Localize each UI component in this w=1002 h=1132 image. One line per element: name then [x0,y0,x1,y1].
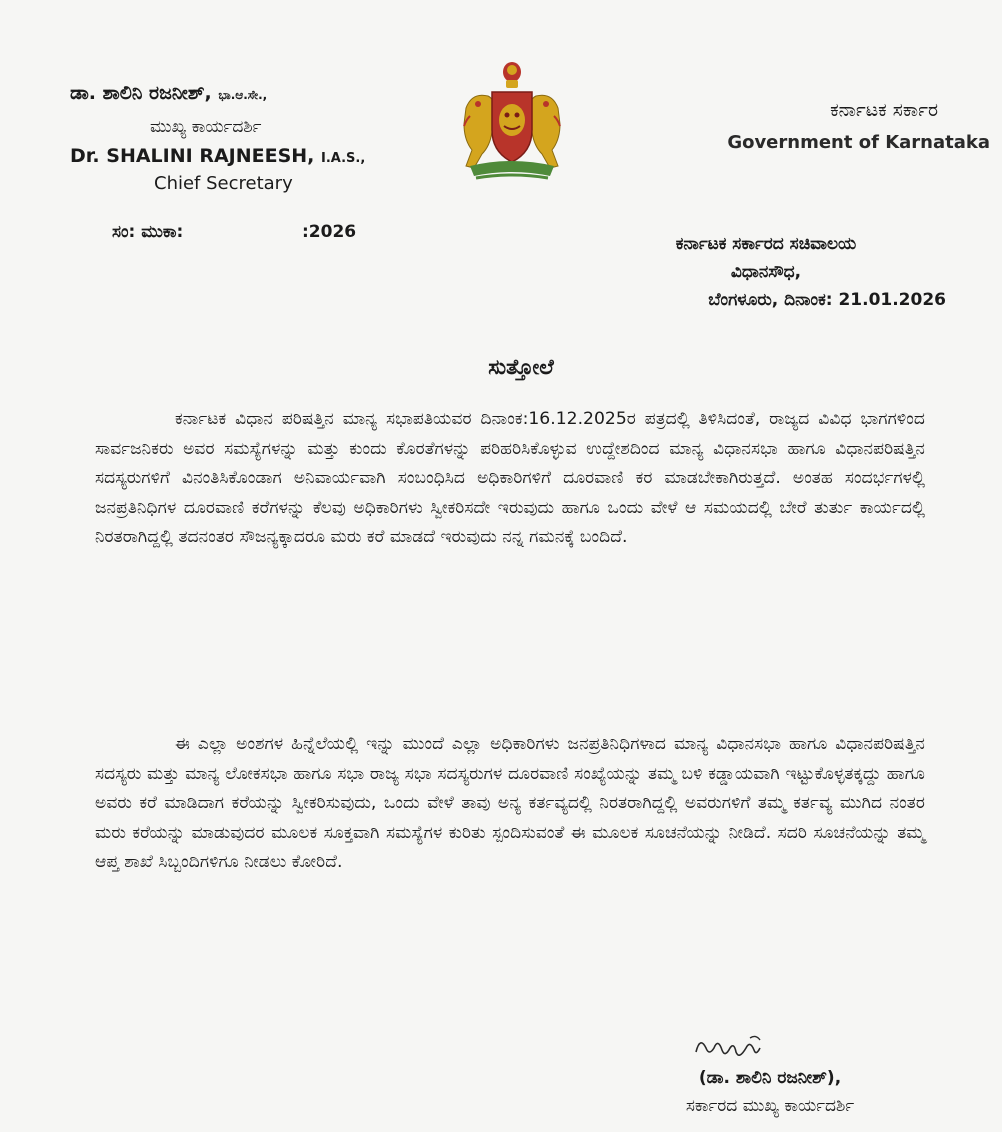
address-block [586,230,946,314]
signatory-name: (ಡಾ. ಶಾಲಿನಿ ರಜನೀಶ್), [698,1068,842,1088]
reference-value: :2026 [302,222,357,242]
address-line-vidhana-soudha: ವಿಧಾನಸೌಧ, [730,262,802,282]
sender-title-kannada: ಮುಖ್ಯ ಕಾರ್ಯದರ್ಶಿ [150,117,262,137]
sender-ias-en: I.A.S., [321,151,366,166]
government-name-english: Government of Karnataka [727,132,990,153]
sender-ias-kn: ಭಾ.ಆ.ಸೇ., [218,88,268,102]
government-block [690,96,990,156]
reference-label: ಸಂ: ಮುಕಾ: [112,222,184,242]
sender-name-english [70,144,410,171]
signature-block [600,1030,940,1120]
sender-block [70,80,410,195]
subject-heading: ಸುತ್ತೋಲೆ [488,355,554,379]
reference-number [112,222,356,242]
address-line-secretariat: ಕರ್ನಾಟಕ ಸರ್ಕಾರದ ಸಚಿವಾಲಯ [675,234,857,254]
government-name-kannada: ಕರ್ನಾಟಕ ಸರ್ಕಾರ [830,99,938,121]
sender-title-english: Chief Secretary [154,173,293,194]
sender-name-en-text: Dr. SHALINI RAJNEESH, [70,145,315,167]
karnataka-emblem-icon [456,60,568,188]
body-paragraph-1: ಕರ್ನಾಟಕ ವಿಧಾನ ಪರಿಷತ್ತಿನ ಮಾನ್ಯ ಸಭಾಪತಿಯವರ ದಿನಾಂಕ:16.12.2025ರ ಪತ್ರದಲ್ಲಿ ತಿಳಿಸಿದಂತೆ, ರಾಜ್ಯದ ವಿವಿಧ ಭಾಗಗಳಿಂದ ಸಾರ್ವಜನಿಕರು ಅವರ ಸಮಸ್ಯೆಗಳನ್ನು ಮತ್ತು ಕುಂದು ಕೊರತೆಗಳನ್ನು ಪರಿಹರಿಸಿಕೊಳ್ಳುವ ಉದ್ದೇಶದಿಂದ ಮಾನ್ಯ ವಿಧಾನಸಭಾ ಹಾಗೂ ವಿಧಾನಪರಿಷತ್ತಿನ ಸದಸ್ಯರುಗಳಿಗೆ ವಿನಂತಿಸಿಕೊಂಡಾಗ ಅನಿವಾರ್ಯವಾಗಿ ಸಂಬಂಧಿಸಿದ ಅಧಿಕಾರಿಗಳಿಗೆ ದೂರವಾಣಿ ಕರ ಮಾಡಬೇಕಾಗಿರುತ್ತದೆ. ಅಂತಹ ಸಂದರ್ಭಗಳಲ್ಲಿ ಜನಪ್ರತಿನಿಧಿಗಳ ದೂರವಾಣಿ ಕರೆಗಳನ್ನು ಕೆಲವು ಅಧಿಕಾರಿಗಳು ಸ್ವೀಕರಿಸದೇ ಇರುವುದು ಹಾಗೂ ಒಂದು ವೇಳೆ ಆ ಸಮಯದಲ್ಲಿ ಬೇರೆ ತುರ್ತು ಕಾರ್ಯದಲ್ಲಿ ನಿರತರಾಗಿದ್ದಲ್ಲಿ ತದನಂತರ ಸೌಜನ್ಯಕ್ಕಾದರೂ ಮರು ಕರೆ ಮಾಡದೆ ಇರುವುದು ನನ್ನ ಗಮನಕ್ಕೆ ಬಂದಿದೆ. [95,409,925,547]
handwritten-signature-icon [690,1030,780,1064]
sender-name-kn-text: ಡಾ. ಶಾಲಿನಿ ರಜನೀಶ್, [70,82,212,104]
sender-name-kannada [70,80,410,108]
body-paragraph-2: ಈ ಎಲ್ಲಾ ಅಂಶಗಳ ಹಿನ್ನೆಲೆಯಲ್ಲಿ ಇನ್ನು ಮುಂದೆ ಎಲ್ಲಾ ಅಧಿಕಾರಿಗಳು ಜನಪ್ರತಿನಿಧಿಗಳಾದ ಮಾನ್ಯ ವಿಧಾನಸಭಾ ಹಾಗೂ ವಿಧಾನಪರಿಷತ್ತಿನ ಸದಸ್ಯರು ಮತ್ತು ಮಾನ್ಯ ಲೋಕಸಭಾ ಹಾಗೂ ಸಭಾ ರಾಜ್ಯ ಸಭಾ ಸದಸ್ಯರುಗಳ ದೂರವಾಣಿ ಸಂಖ್ಯೆಯನ್ನು ತಮ್ಮ ಬಳಿ ಕಡ್ಡಾಯವಾಗಿ ಇಟ್ಟುಕೊಳ್ಳತಕ್ಕದ್ದು ಹಾಗೂ ಅವರು ಕರೆ ಮಾಡಿದಾಗ ಕರೆಯನ್ನು ಸ್ವೀಕರಿಸುವುದು, ಒಂದು ವೇಳೆ ತಾವು ಅನ್ಯ ಕರ್ತವ್ಯದಲ್ಲಿ ನಿರತರಾಗಿದ್ದಲ್ಲಿ ಅವರುಗಳಿಗೆ ತಮ್ಮ ಕರ್ತವ್ಯ ಮುಗಿದ ನಂತರ ಮರು ಕರೆಯನ್ನು ಮಾಡುವುದರ ಮೂಲಕ ಸೂಕ್ತವಾಗಿ ಸಮಸ್ಯೆಗಳ ಕುರಿತು ಸ್ಪಂದಿಸುವಂತೆ ಈ ಮೂಲಕ ಸೂಚನೆಯನ್ನು ನೀಡಿದೆ. ಸದರಿ ಸೂಚನೆಯನ್ನು ತಮ್ಮ ಆಪ್ತ ಶಾಖೆ ಸಿಬ್ಬಂದಿಗಳಿಗೂ ನೀಡಲು ಕೋರಿದೆ. [95,734,925,872]
address-line-city-date: ಬೆಂಗಳೂರು, ದಿನಾಂಕ: 21.01.2026 [708,290,946,310]
signatory-title: ಸರ್ಕಾರದ ಮುಖ್ಯ ಕಾರ್ಯದರ್ಶಿ [685,1096,855,1116]
